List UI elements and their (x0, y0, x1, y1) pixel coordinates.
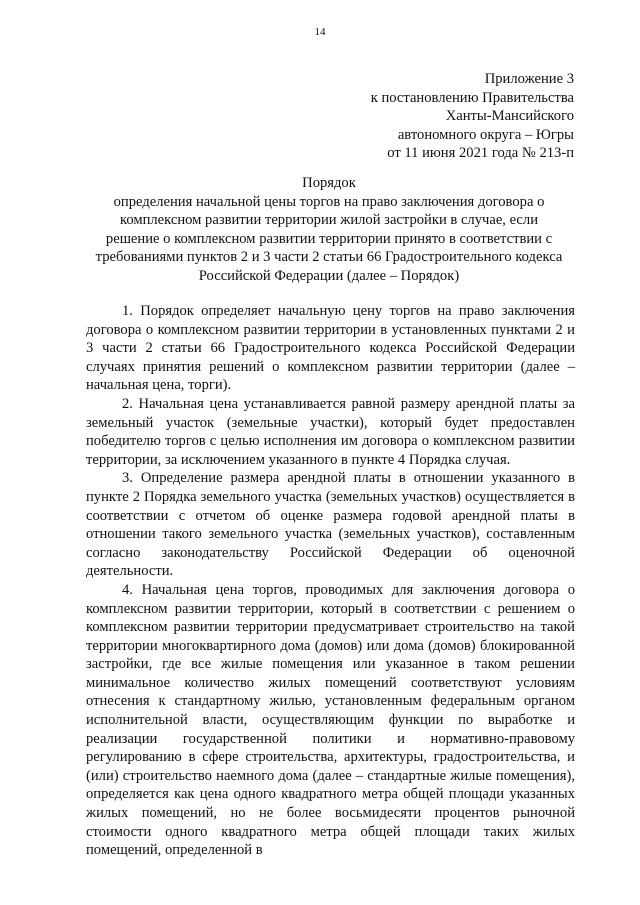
document-body (86, 302, 575, 860)
appendix-line: автономного округа – Югры (397, 126, 574, 143)
title-line: решение о комплексном развитии территории принято в соответствии с (105, 230, 553, 247)
title-line: Российской Федерации (далее – Порядок) (198, 267, 460, 284)
document-title (82, 174, 576, 286)
title-line: требованиями пунктов 2 и 3 части 2 статьи 66 Градостроительного кодекса (95, 249, 563, 266)
appendix-line: от 11 июня 2021 года № 213-п (387, 145, 574, 162)
appendix-line: Ханты-Мансийского (445, 108, 574, 125)
title-line: комплексном развитии территории жилой застройки в случае, если (119, 212, 539, 229)
paragraph-1: 1. Порядок определяет начальную цену торгов на право заключения договора о комплексном развитии территории в установленных пунктами 2 и 3 части 2 статьи 66 Градостроительного кодекса Российской Федерации случаях принятия решений о комплексном развитии территории (далее – начальная цена, торги). (86, 303, 575, 394)
title-heading: Порядок (302, 175, 356, 191)
paragraph-2: 2. Начальная цена устанавливается равной размеру арендной платы за земельный участок (земельные участки), который будет предоставлен победителю торгов с целью исполнения им договора о комплексном развитии территории, за исключением указанного в пункте 4 Порядка случая. (86, 395, 575, 468)
appendix-line: Приложение 3 (484, 71, 574, 87)
title-line: определения начальной цены торгов на право заключения договора о (113, 193, 545, 210)
paragraph-3: 3. Определение размера арендной платы в отношении указанного в пункте 2 Порядка земельного участка (земельных участков) осуществляется в соответствии с отчетом об оценке размера годовой арендной платы в отношении такого земельного участка (земельных участков), составленным согласно законодательству Российской Федерации об оценочной деятельности. (86, 470, 575, 580)
appendix-line: к постановлению Правительства (370, 89, 574, 106)
page-number: 14 (314, 26, 326, 38)
paragraph-4: 4. Начальная цена торгов, проводимых для заключения договора о комплексном развитии территории, который в соответствии с решением о комплексном развитии территории предусматривает строительство на такой территории многоквартирного дома (домов) или дома (домов) блокированной застройки, где все жилые помещения или указанное в таком решении минимальное количество жилых помещений соответствуют условиям отнесения к стандартному жилью, установленным федеральным органом исполнительной власти, осуществляющим функции по выработке и реализации государственной политики и нормативно-правовому регулированию в сфере строительства, архитектуры, градостроительства, и (или) строительство наемного дома (далее – стандартные жилые помещения), определяется как цена одного квадратного метра общей площади указанных жилых помещений, но не более восьмидесяти процентов рыночной стоимости одного квадратного метра общей площади таких жилых помещений, определенной в (86, 581, 575, 859)
appendix-block (274, 70, 574, 163)
